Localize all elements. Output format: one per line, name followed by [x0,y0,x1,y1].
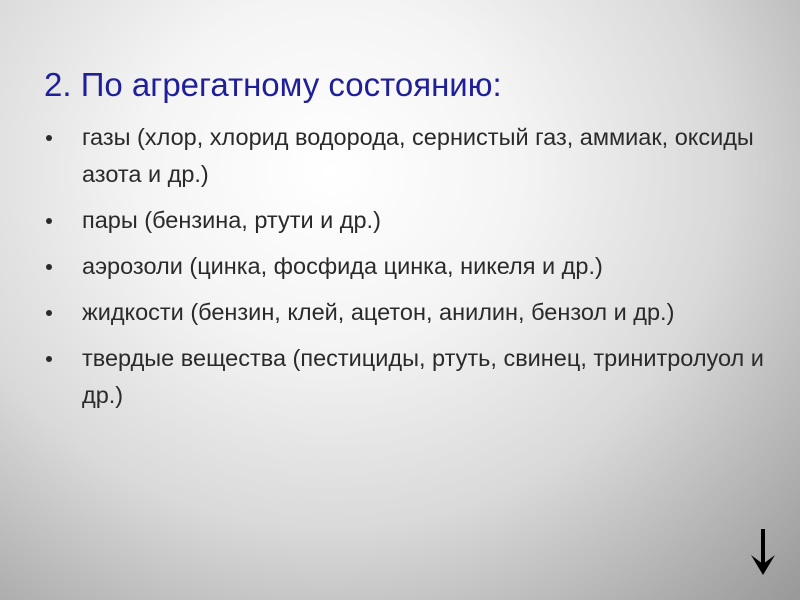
bullet-dot-icon [46,310,52,316]
arrow-down-icon [750,528,776,576]
bullet-text: пары (бензина, ртути и др.) [82,207,381,233]
bullet-dot-icon [46,264,52,270]
bullet-text: аэрозоли (цинка, фосфида цинка, никеля и др.) [82,253,603,279]
bullet-text: твердые вещества (пестициды, ртуть, свинец, тринитролуол и др.) [82,345,764,408]
bullet-item [44,248,764,285]
bullet-text: газы (хлор, хлорид водорода, сернистый газ, аммиак, оксиды азота и др.) [82,124,754,187]
next-slide-button[interactable] [750,528,776,576]
bullet-dot-icon [46,135,52,141]
bullet-item [44,340,764,414]
bullet-dot-icon [46,356,52,362]
bullet-item [44,202,764,239]
bullet-item [44,119,764,193]
slide-title: 2. По агрегатному состоянию: [44,66,502,103]
bullet-item [44,294,764,331]
bullet-dot-icon [46,218,52,224]
bullet-list [44,119,764,423]
bullet-text: жидкости (бензин, клей, ацетон, анилин, бензол и др.) [82,299,675,325]
